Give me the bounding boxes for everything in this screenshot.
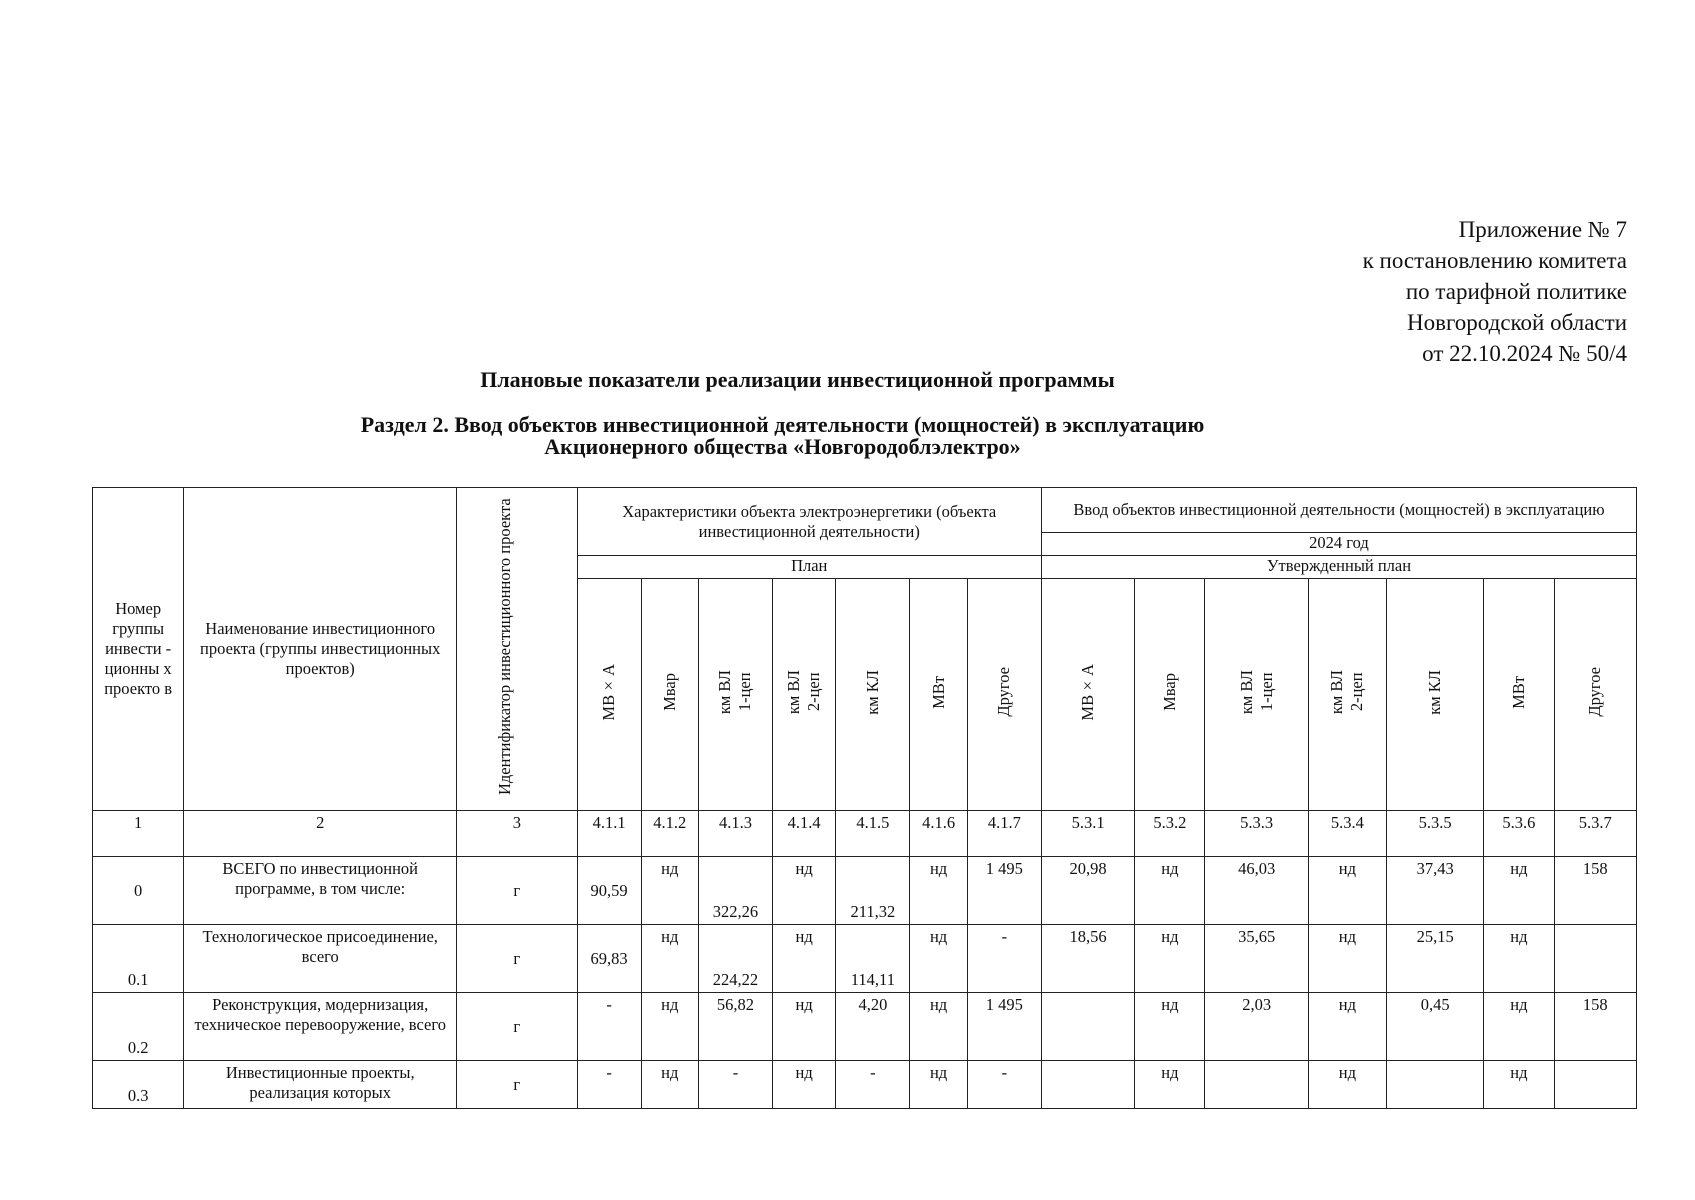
appendix-line: к постановлению комитета xyxy=(1362,248,1627,273)
plan-km-vl-1: 224,22 xyxy=(698,925,772,993)
unit-label: Мвар xyxy=(659,673,679,711)
approved-km-vl-1: 2,03 xyxy=(1205,993,1308,1061)
approved-other: 158 xyxy=(1554,857,1636,925)
unit-mvar xyxy=(1135,579,1205,811)
approved-km-vl-2: нд xyxy=(1308,993,1386,1061)
section-title xyxy=(0,414,1695,458)
index-cell: 5.3.3 xyxy=(1205,811,1308,857)
index-cell: 5.3.7 xyxy=(1554,811,1636,857)
plan-km-vl-2: нд xyxy=(773,993,836,1061)
approved-mva: 18,56 xyxy=(1041,925,1134,993)
approved-other: 158 xyxy=(1554,993,1636,1061)
header-identifier xyxy=(457,488,577,811)
approved-km-vl-1 xyxy=(1205,1061,1308,1109)
unit-label: км КЛ xyxy=(1425,669,1445,715)
approved-km-vl-2: нд xyxy=(1308,857,1386,925)
row-number: 0.1 xyxy=(93,925,184,993)
plan-km-kl: 114,11 xyxy=(836,925,910,993)
unit-label: км ВЛ 1-цеп xyxy=(1236,669,1276,715)
plan-km-vl-1: - xyxy=(698,1061,772,1109)
approved-mva xyxy=(1041,1061,1134,1109)
plan-km-vl-1: 56,82 xyxy=(698,993,772,1061)
header-characteristics: Характеристики объекта электроэнергетики (объекта инвестиционной деятельности) xyxy=(577,488,1041,556)
row-number: 0.3 xyxy=(93,1061,184,1109)
unit-label: МВ×А xyxy=(599,663,619,721)
row-identifier: г xyxy=(457,925,577,993)
header-plan: План xyxy=(577,556,1041,579)
header-identifier-text: Идентификатор инвестиционного проекта xyxy=(494,498,514,795)
investment-table xyxy=(92,487,1637,1109)
approved-km-kl: 0,45 xyxy=(1387,993,1484,1061)
unit-km-kl xyxy=(836,579,910,811)
plan-mva: - xyxy=(577,1061,641,1109)
plan-other: - xyxy=(967,925,1041,993)
row-project-name: Технологическое присоединение, всего xyxy=(184,925,457,993)
approved-mva xyxy=(1041,993,1134,1061)
index-cell: 4.1.2 xyxy=(641,811,698,857)
row-project-name: ВСЕГО по инвестиционной программе, в том числе: xyxy=(184,857,457,925)
approved-mw: нд xyxy=(1484,925,1554,993)
approved-km-kl xyxy=(1387,1061,1484,1109)
approved-mw: нд xyxy=(1484,857,1554,925)
header-year: 2024 год xyxy=(1041,533,1636,556)
row-number: 0 xyxy=(93,857,184,925)
plan-other: - xyxy=(967,1061,1041,1109)
approved-km-vl-2: нд xyxy=(1308,1061,1386,1109)
unit-mva xyxy=(577,579,641,811)
index-cell: 5.3.4 xyxy=(1308,811,1386,857)
plan-mvar: нд xyxy=(641,857,698,925)
row-number: 0.2 xyxy=(93,993,184,1061)
plan-mvar: нд xyxy=(641,1061,698,1109)
unit-km-vl-2 xyxy=(1308,579,1386,811)
unit-label: МВт xyxy=(1508,675,1528,709)
index-cell: 5.3.2 xyxy=(1135,811,1205,857)
index-cell: 5.3.1 xyxy=(1041,811,1134,857)
unit-label: Другое xyxy=(994,667,1014,717)
unit-mva xyxy=(1041,579,1134,811)
index-cell: 2 xyxy=(184,811,457,857)
unit-label: Мвар xyxy=(1159,673,1179,711)
unit-km-kl xyxy=(1387,579,1484,811)
row-identifier: г xyxy=(457,857,577,925)
approved-mvar: нд xyxy=(1135,925,1205,993)
index-cell: 4.1.5 xyxy=(836,811,910,857)
plan-mw: нд xyxy=(910,993,967,1061)
unit-label: км КЛ xyxy=(862,669,882,715)
row-identifier: г xyxy=(457,1061,577,1109)
unit-label: МВт xyxy=(928,675,948,709)
index-cell: 4.1.3 xyxy=(698,811,772,857)
plan-mva: 69,83 xyxy=(577,925,641,993)
approved-km-vl-1: 35,65 xyxy=(1205,925,1308,993)
header-row-1 xyxy=(93,488,1637,533)
appendix-line: от 22.10.2024 № 50/4 xyxy=(1422,341,1627,366)
table-row xyxy=(93,1061,1637,1109)
plan-mva: - xyxy=(577,993,641,1061)
unit-km-vl-2 xyxy=(773,579,836,811)
index-cell: 5.3.6 xyxy=(1484,811,1554,857)
unit-mw xyxy=(1484,579,1554,811)
approved-other xyxy=(1554,1061,1636,1109)
unit-label: км ВЛ 1-цеп xyxy=(715,669,755,715)
header-project-name: Наименование инвестиционного проекта (группы инвестиционных проектов) xyxy=(184,488,457,811)
plan-km-vl-2: нд xyxy=(773,857,836,925)
plan-km-vl-2: нд xyxy=(773,925,836,993)
index-cell: 4.1.1 xyxy=(577,811,641,857)
index-row xyxy=(93,811,1637,857)
appendix-line: Приложение № 7 xyxy=(1458,217,1627,242)
approved-km-kl: 37,43 xyxy=(1387,857,1484,925)
index-cell: 4.1.6 xyxy=(910,811,967,857)
approved-km-vl-1: 46,03 xyxy=(1205,857,1308,925)
table-row xyxy=(93,857,1637,925)
plan-mw: нд xyxy=(910,1061,967,1109)
plan-other: 1 495 xyxy=(967,993,1041,1061)
unit-mw xyxy=(910,579,967,811)
plan-other: 1 495 xyxy=(967,857,1041,925)
plan-km-vl-1: 322,26 xyxy=(698,857,772,925)
unit-label: км ВЛ 2-цеп xyxy=(1327,669,1367,715)
unit-other xyxy=(967,579,1041,811)
unit-label: Другое xyxy=(1585,667,1605,717)
header-commissioning: Ввод объектов инвестиционной деятельности (мощностей) в эксплуатацию xyxy=(1041,488,1636,533)
approved-mvar: нд xyxy=(1135,1061,1205,1109)
index-cell: 4.1.4 xyxy=(773,811,836,857)
plan-km-kl: 4,20 xyxy=(836,993,910,1061)
index-cell: 3 xyxy=(457,811,577,857)
row-project-name: Реконструкция, модернизация, техническое перевооружение, всего xyxy=(184,993,457,1061)
table-row xyxy=(93,993,1637,1061)
document-title xyxy=(0,367,1695,393)
header-approved-plan: Утвержденный план xyxy=(1041,556,1636,579)
plan-km-kl: 211,32 xyxy=(836,857,910,925)
plan-mvar: нд xyxy=(641,993,698,1061)
unit-label: км ВЛ 2-цеп xyxy=(784,669,824,715)
section-title-line: Раздел 2. Ввод объектов инвестиционной деятельности (мощностей) в эксплуатацию xyxy=(360,412,1205,437)
row-identifier: г xyxy=(457,993,577,1061)
header-group-no: Номер группы инвести - ционны х проекто в xyxy=(93,488,184,811)
row-project-name: Инвестиционные проекты, реализация которых xyxy=(184,1061,457,1109)
plan-km-vl-2: нд xyxy=(773,1061,836,1109)
appendix-line: по тарифной политике xyxy=(1405,279,1627,304)
plan-mw: нд xyxy=(910,925,967,993)
document-title-text: Плановые показатели реализации инвестиционной программы xyxy=(480,367,1115,392)
approved-mva: 20,98 xyxy=(1041,857,1134,925)
approved-mvar: нд xyxy=(1135,993,1205,1061)
appendix-block xyxy=(1363,214,1627,369)
plan-mvar: нд xyxy=(641,925,698,993)
approved-other xyxy=(1554,925,1636,993)
approved-mw: нд xyxy=(1484,1061,1554,1109)
approved-mvar: нд xyxy=(1135,857,1205,925)
unit-km-vl-1 xyxy=(698,579,772,811)
index-cell: 1 xyxy=(93,811,184,857)
approved-mw: нд xyxy=(1484,993,1554,1061)
plan-km-kl: - xyxy=(836,1061,910,1109)
index-cell: 4.1.7 xyxy=(967,811,1041,857)
index-cell: 5.3.5 xyxy=(1387,811,1484,857)
table-row xyxy=(93,925,1637,993)
section-title-line: Акционерного общества «Новгородоблэлектро» xyxy=(544,434,1021,459)
unit-other xyxy=(1554,579,1636,811)
approved-km-kl: 25,15 xyxy=(1387,925,1484,993)
appendix-line: Новгородской области xyxy=(1406,310,1627,335)
unit-km-vl-1 xyxy=(1205,579,1308,811)
unit-label: МВ×А xyxy=(1078,663,1098,721)
plan-mva: 90,59 xyxy=(577,857,641,925)
plan-mw: нд xyxy=(910,857,967,925)
unit-mvar xyxy=(641,579,698,811)
approved-km-vl-2: нд xyxy=(1308,925,1386,993)
